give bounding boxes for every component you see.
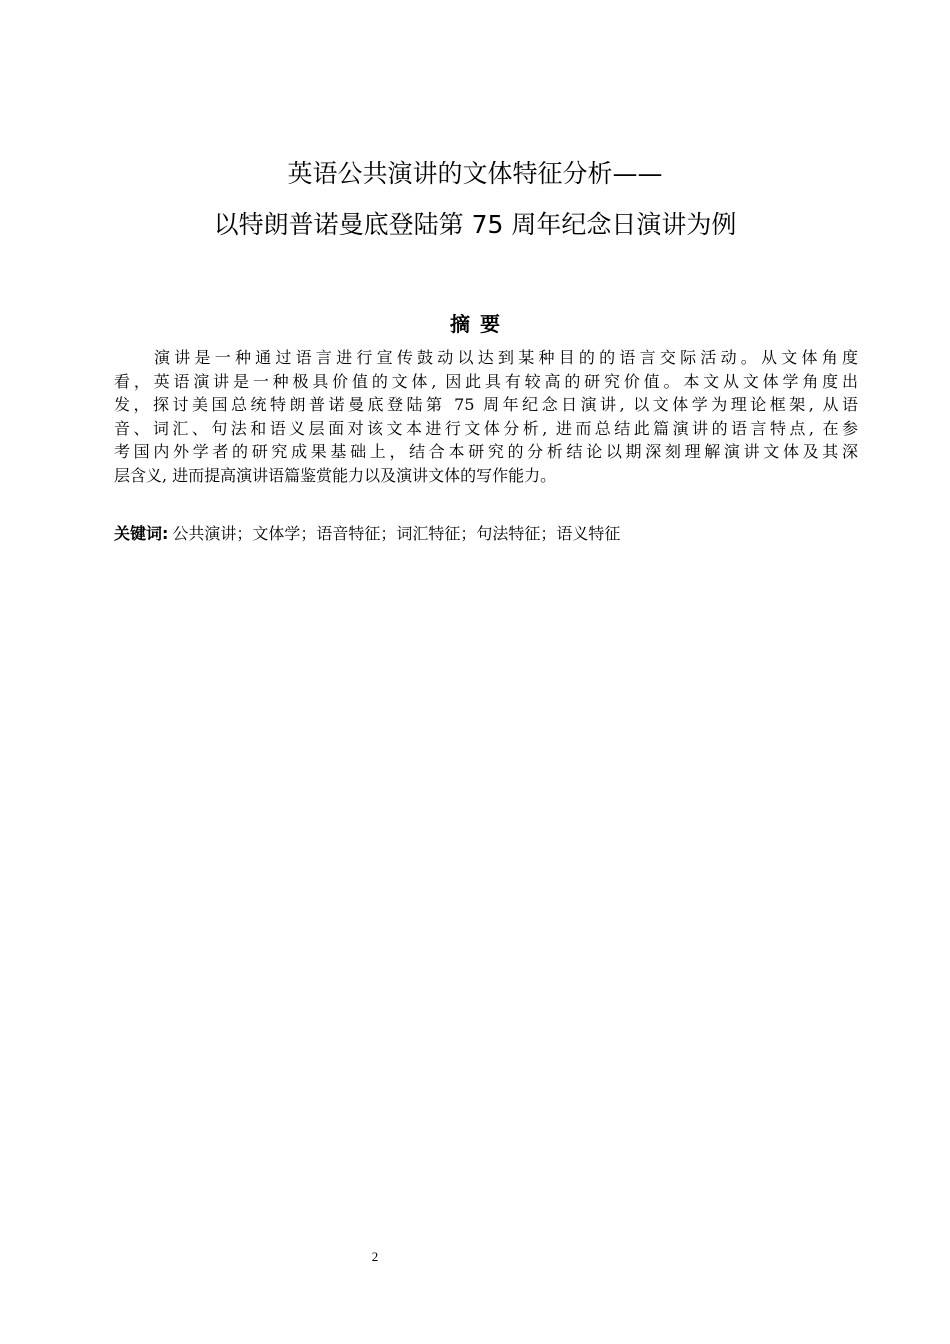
keywords bbox=[114, 522, 858, 547]
keywords-text: 公共演讲；文体学；语音特征；词汇特征；句法特征；语义特征 bbox=[172, 524, 621, 543]
abstract-line: 演讲是一种通过语言进行宣传鼓动以达到某种目的的语言交际活动。从文体角度 bbox=[154, 348, 858, 367]
page-number: 2 bbox=[371, 1249, 379, 1264]
abstract-line: 考国内外学者的研究成果基础上，结合本研究的分析结论以期深刻理解演讲文体及其深 bbox=[114, 442, 858, 461]
abstract-line: 看，英语演讲是一种极具价值的文体, 因此具有较高的研究价值。本文从文体学角度出 bbox=[114, 371, 858, 391]
abstract-line: 层含义, 进而提高演讲语篇鉴赏能力以及演讲文体的写作能力。 bbox=[114, 465, 557, 485]
keywords-label: 关键词: bbox=[114, 524, 169, 543]
abstract-line: 音、词汇、句法和语义层面对该文本进行文体分析, 进而总结此篇演讲的语言特点, 在参 bbox=[114, 418, 858, 438]
title-line-2: 以特朗普诺曼底登陆第 75 周年纪念日演讲为例 bbox=[213, 210, 737, 239]
abstract-body bbox=[114, 346, 858, 487]
abstract-line: 发，探讨美国总统特朗普诺曼底登陆第 75 周年纪念日演讲, 以文体学为理论框架, 从语 bbox=[114, 395, 858, 414]
title-line-1: 英语公共演讲的文体特征分析—— bbox=[287, 159, 663, 188]
abstract-heading: 摘要 bbox=[450, 312, 510, 336]
